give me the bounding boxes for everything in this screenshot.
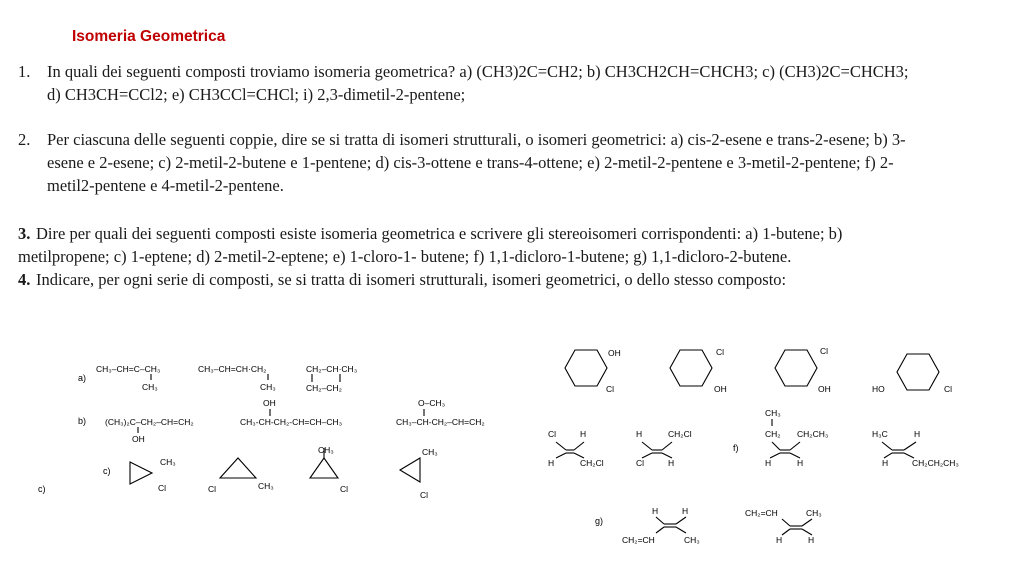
svg-text:H: H <box>808 535 815 545</box>
svg-text:H: H <box>652 506 659 516</box>
cyclopropane-3 <box>310 458 338 478</box>
svg-text:H: H <box>636 429 643 439</box>
svg-text:CH₃: CH₃ <box>160 457 176 467</box>
svg-text:CH₃: CH₃ <box>422 447 438 457</box>
question-text: Per ciascuna delle seguenti coppie, dire se si tratta di isomeri strutturali, o isomeri geometrici: a) cis-2-esene e trans-2-esene; b) 3-esene e 2-esene; c) 2-metil-2-butene e 1-pentene; d) cis-3-ottene e trans-4-ottene; e) 2-metil-2-pentene e 3-metil-2-pentene; f) 2-metil2-pentene e 4-metil-2-pentene. <box>47 130 906 195</box>
cyclohexane-4 <box>872 354 952 394</box>
label-b: b) <box>78 416 87 426</box>
structure-a2: CH₃–CH=CH·CH₂ <box>198 364 267 374</box>
svg-text:OH: OH <box>263 398 276 408</box>
svg-text:CH₂CH₂CH₃: CH₂CH₂CH₃ <box>912 458 959 468</box>
svg-text:H: H <box>580 429 587 439</box>
label-c-outer: c) <box>38 484 46 494</box>
svg-text:H: H <box>882 458 889 468</box>
svg-text:H₃C: H₃C <box>872 429 888 439</box>
question-number: 4. <box>18 270 31 289</box>
svg-text:CH₃: CH₃ <box>318 445 334 455</box>
svg-text:CH₃: CH₃ <box>260 382 276 392</box>
svg-text:H: H <box>776 535 783 545</box>
structure-b2: CH₃-CH-CH₂-CH=CH–CH₃ <box>240 417 343 427</box>
page-title: Isomeria Geometrica <box>72 28 226 45</box>
svg-text:CH₂Cl: CH₂Cl <box>668 429 692 439</box>
structure-b1: (CH₃)₂C–CH₂–CH=CH₂ <box>105 417 194 427</box>
label-c-inner: c) <box>103 466 111 476</box>
svg-text:OH: OH <box>714 384 727 394</box>
cyclohexane-2 <box>670 347 727 394</box>
svg-text:Cl: Cl <box>158 483 167 493</box>
svg-text:Cl: Cl <box>636 458 645 468</box>
alkene-cl-2 <box>636 429 692 468</box>
svg-text:CH₂Cl: CH₂Cl <box>580 458 604 468</box>
svg-text:H: H <box>548 458 555 468</box>
question-text: Dire per quali dei seguenti composti esiste isomeria geometrica e scrivere gli stereoisomeri corrispondenti: a) 1-butene; b) metilpropene; c) 1-eptene; d) 2-metil-2-eptene; e) 1-cloro-1- butene; f) 1,1-dicloro-1-butene; g) 1,1-dicloro-2-butene. <box>18 224 843 266</box>
question-number: 2. <box>18 130 31 149</box>
label-g: g) <box>595 516 604 526</box>
question-text: Indicare, per ogni serie di composti, se si tratta di isomeri strutturali, isomeri geometrici, o dello stesso composto: <box>36 270 787 289</box>
svg-text:CH₃: CH₃ <box>258 481 274 491</box>
svg-text:CH₂=CH: CH₂=CH <box>745 508 778 518</box>
svg-text:CH₃: CH₃ <box>142 382 158 392</box>
svg-text:Cl: Cl <box>944 384 953 394</box>
cyclohexane-1 <box>565 348 621 394</box>
alkene-g-2 <box>745 508 822 545</box>
structure-b3: CH₃–CH-CH₂–CH=CH₂ <box>396 417 485 427</box>
svg-text:O–CH₃: O–CH₃ <box>418 398 446 408</box>
svg-text:Cl: Cl <box>548 429 557 439</box>
svg-text:Cl: Cl <box>340 484 349 494</box>
alkene-f-1 <box>765 408 828 468</box>
svg-text:CH₃: CH₃ <box>765 408 781 418</box>
svg-text:CH₃: CH₃ <box>684 535 700 545</box>
svg-text:Cl: Cl <box>820 346 829 356</box>
svg-text:Cl: Cl <box>716 347 725 357</box>
cyclopropane-1 <box>130 462 152 484</box>
label-f: f) <box>733 443 739 453</box>
svg-text:H: H <box>914 429 921 439</box>
svg-text:OH: OH <box>818 384 831 394</box>
structure-a1: CH₃–CH=C–CH₃ <box>96 364 161 374</box>
svg-text:H: H <box>668 458 675 468</box>
svg-text:CH₃: CH₃ <box>806 508 822 518</box>
alkene-g-1 <box>622 506 700 545</box>
cyclohexane-3 <box>775 346 831 394</box>
svg-text:Cl: Cl <box>606 384 615 394</box>
label-a: a) <box>78 373 87 383</box>
svg-text:H: H <box>765 458 772 468</box>
svg-text:CH₂–CH₂: CH₂–CH₂ <box>306 383 342 393</box>
svg-text:CH₂CH₃: CH₂CH₃ <box>797 429 829 439</box>
cyclopropane-4 <box>400 458 420 482</box>
structure-a3: CH₂–CH·CH₃ <box>306 364 358 374</box>
svg-text:OH: OH <box>608 348 621 358</box>
svg-text:Cl: Cl <box>208 484 217 494</box>
svg-text:CH₂: CH₂ <box>765 429 781 439</box>
question-number: 3. <box>18 224 31 243</box>
question-number: 1. <box>18 62 31 81</box>
svg-text:OH: OH <box>132 434 145 444</box>
question-text: In quali dei seguenti composti troviamo isomeria geometrica? a) (CH3)2C=CH2; b) CH3CH2CH=CHCH3; c) (CH3)2C=CHCH3; d) CH3CH=CCl2; e) CH3CCl=CHCl; i) 2,3-dimetil-2-pentene; <box>47 62 909 104</box>
cyclopropane-2 <box>220 458 256 478</box>
svg-text:H: H <box>797 458 804 468</box>
svg-text:H: H <box>682 506 689 516</box>
alkene-f-2 <box>872 429 959 468</box>
svg-text:HO: HO <box>872 384 885 394</box>
alkene-cl-1 <box>548 429 604 468</box>
svg-text:CH₂=CH: CH₂=CH <box>622 535 655 545</box>
svg-text:Cl: Cl <box>420 490 429 500</box>
